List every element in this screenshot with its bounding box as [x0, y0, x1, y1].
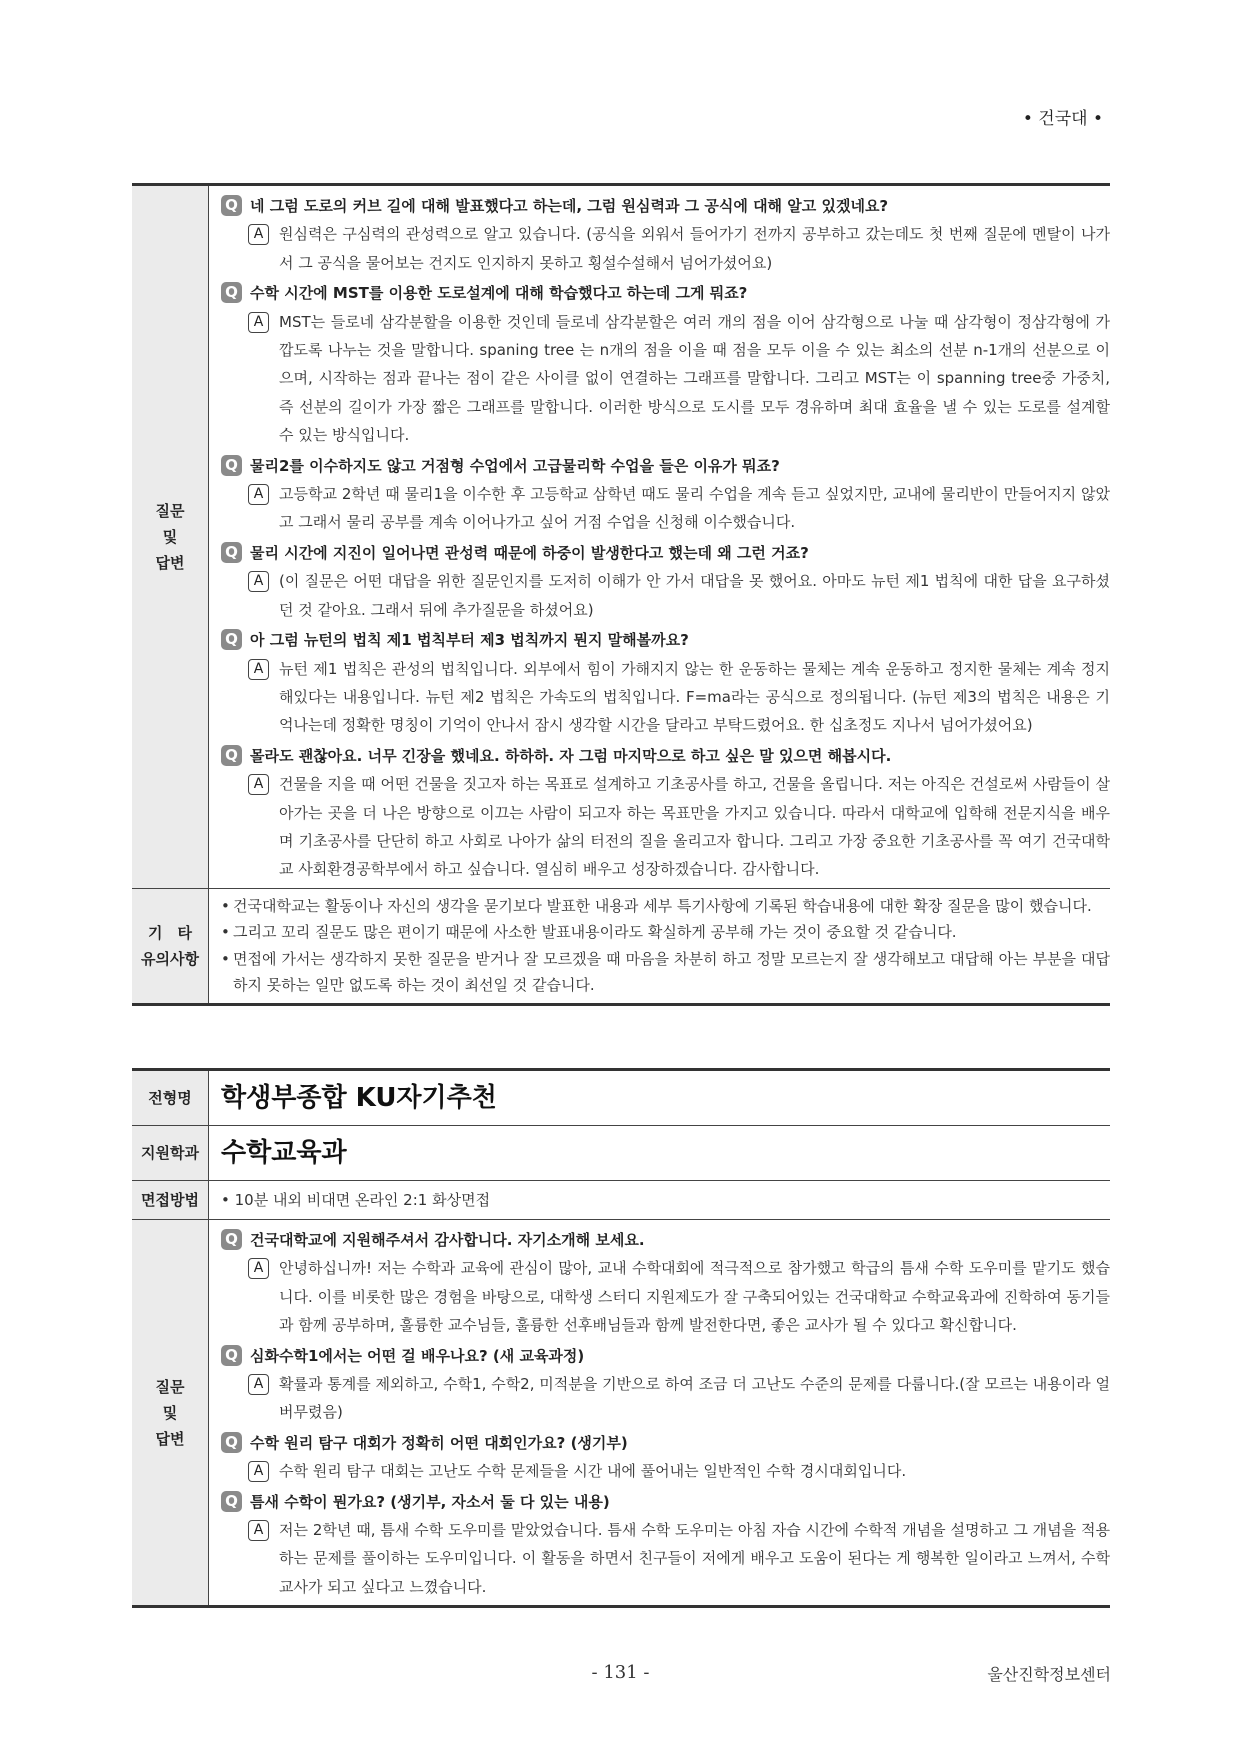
question-icon: Q — [221, 542, 242, 563]
question-item: Q 물리2를 이수하지도 않고 거점형 수업에서 고급물리학 수업을 들은 이유가 뭐죠? — [221, 452, 1110, 480]
university-header: • 건국대 • — [1022, 109, 1103, 129]
answer-item: A 고등학교 2학년 때 물리1을 이수한 후 고등학교 삼학년 때도 물리 수업을 계속 듣고 싶었지만, 교내에 물리반이 만들어지지 않았고 그래서 물리 공부를 계속 이어나가고 싶어 거점 수업을 신청해 이수했습니다. — [248, 480, 1110, 537]
answer-item: A (이 질문은 어떤 대답을 위한 질문인지를 도저히 이해가 안 가서 대답을 못 했어요. 아마도 뉴턴 제1 법칙에 대한 답을 요구하셨던 것 같아요. 그래서 뒤에 추가질문을 하셨어요) — [248, 567, 1110, 624]
qa-section-label: 질문 및 답변 — [132, 185, 209, 889]
admission-type: 학생부종합 KU자기추천 — [221, 1083, 497, 1113]
answer-icon: A — [248, 312, 269, 333]
question-icon: Q — [221, 1491, 242, 1512]
department: 수학교육과 — [209, 1126, 1111, 1181]
question-item: Q 아 그럼 뉴턴의 법칙 제1 법칙부터 제3 법칙까지 뭔지 말해볼까요? — [221, 626, 1110, 654]
dept-label: 지원학과 — [132, 1126, 209, 1181]
answer-item: A 뉴턴 제1 법칙은 관성의 법칙입니다. 외부에서 힘이 가해지지 않는 한 운동하는 물체는 계속 운동하고 정지한 물체는 계속 정지해있다는 내용입니다. 뉴턴 제2 법칙은 가속도의 법칙입니다. F=ma라는 공식으로 정의됩니다. (뉴턴 제3의 법칙은 내용은 기억나는데 정확한 명칭이 기억이 안나서 잠시 생각할 시간을 달라고 부탁드렸어요. 한 십초정도 지나서 넘어가셨어요) — [248, 655, 1110, 740]
question-icon: Q — [221, 195, 242, 216]
question-item: Q 심화수학1에서는 어떤 걸 배우나요? (새 교육과정) — [221, 1342, 1110, 1370]
qa-list — [209, 1220, 1111, 1607]
answer-icon: A — [248, 571, 269, 592]
etc-section-label: 기 타 유의사항 — [132, 888, 209, 1004]
question-icon: Q — [221, 629, 242, 650]
question-icon: Q — [221, 745, 242, 766]
note-item: • 면접에 가서는 생각하지 못한 질문을 받거나 잘 모르겠을 때 마음을 차분히 하고 정말 모르는지 잘 생각해보고 대답해 아는 부분을 대답하지 못하는 일만 없도록 하는 것이 최선일 것 같습니다. — [221, 949, 1110, 995]
answer-icon: A — [248, 774, 269, 795]
question-item: Q 틈새 수학이 뭔가요? (생기부, 자소서 둘 다 있는 내용) — [221, 1488, 1110, 1516]
question-item: Q 네 그럼 도로의 커브 길에 대해 발표했다고 하는데, 그럼 원심력과 그 공식에 대해 알고 있겠네요? — [221, 192, 1110, 220]
page-number: - 131 - — [591, 1662, 650, 1683]
answer-item: A 저는 2학년 때, 틈새 수학 도우미를 맡았었습니다. 틈새 수학 도우미는 아침 자습 시간에 수학적 개념을 설명하고 그 개념을 적용하는 문제를 풀이하는 도우미입니다. 이 활동을 하면서 친구들이 저에게 배우고 도움이 된다는 게 행복한 일이라고 느껴서, 수학 교사가 되고 싶다고 느꼈습니다. — [248, 1516, 1110, 1601]
question-item: Q 수학 시간에 MST를 이용한 도로설계에 대해 학습했다고 하는데 그게 뭐죠? — [221, 279, 1110, 307]
question-item: Q 몰라도 괜찮아요. 너무 긴장을 했네요. 하하하. 자 그럼 마지막으로 하고 싶은 말 있으면 해봅시다. — [221, 742, 1110, 770]
answer-item: A 확률과 통계를 제외하고, 수학1, 수학2, 미적분을 기반으로 하여 조금 더 고난도 수준의 문제를 다룹니다.(잘 모르는 내용이라 얼버무렸음) — [248, 1370, 1110, 1427]
note-item: • 그리고 꼬리 질문도 많은 편이기 때문에 사소한 발표내용이라도 확실하게 공부해 가는 것이 중요할 것 같습니다. — [221, 923, 957, 942]
question-icon: Q — [221, 1432, 242, 1453]
answer-item: A 건물을 지을 때 어떤 건물을 짓고자 하는 목표로 설계하고 기초공사를 하고, 건물을 올립니다. 저는 아직은 건설로써 사람들이 살아가는 곳을 더 나은 방향으로 이끄는 사람이 되고자 하는 목표만을 가지고 있습니다. 따라서 대학교에 입학해 전문지식을 배우며 기초공사를 단단히 하고 사회로 나아가 삶의 터전의 질을 올리고자 합니다. 그리고 가장 중요한 기초공사를 꼭 여기 건국대학교 사회환경공학부에서 하고 싶습니다. 열심히 배우고 성장하겠습니다. 감사합니다. — [248, 770, 1110, 884]
answer-item: A MST는 들로네 삼각분할을 이용한 것인데 들로네 삼각분할은 여러 개의 점을 이어 삼각형으로 나눌 때 삼각형이 정삼각형에 가깝도록 나누는 것을 말합니다. spaning tree 는 n개의 점을 이을 때 점을 모두 이을 수 있는 최소의 선분 n-1개의 선분으로 이으며, 시작하는 점과 끝나는 점이 같은 사이클 없이 연결하는 그래프를 말합니다. 그리고 MST는 이 spanning tree중 가중치, 즉 선분의 길이가 가장 짧은 그래프를 말합니다. 이러한 방식으로 도시를 모두 경유하며 최대 효율을 낼 수 있는 도로를 설계할 수 있는 방식입니다. — [248, 308, 1110, 450]
answer-item: A 원심력은 구심력의 관성력으로 알고 있습니다. (공식을 외워서 들어가기 전까지 공부하고 갔는데도 첫 번째 질문에 멘탈이 나가서 그 공식을 물어보는 건지도 인지하지 못하고 횡설수설해서 넘어가셨어요) — [248, 220, 1110, 277]
question-item: Q 수학 원리 탐구 대회가 정확히 어떤 대회인가요? (생기부) — [221, 1429, 1110, 1457]
answer-icon: A — [248, 1258, 269, 1279]
question-icon: Q — [221, 282, 242, 303]
answer-icon: A — [248, 659, 269, 680]
answer-icon: A — [248, 1520, 269, 1541]
footer-organization: 울산진학정보센터 — [987, 1665, 1111, 1684]
note-item: • 건국대학교는 활동이나 자신의 생각을 묻기보다 발표한 내용과 세부 특기사항에 기록된 학습내용에 대한 확장 질문을 많이 했습니다. — [221, 896, 1092, 915]
qa-section-label: 질문 및 답변 — [132, 1220, 209, 1607]
question-icon: Q — [221, 455, 242, 476]
question-item: Q 물리 시간에 지진이 일어나면 관성력 때문에 하중이 발생한다고 했는데 왜 그런 거죠? — [221, 539, 1110, 567]
interview-method: • 10분 내외 비대면 온라인 2:1 화상면접 — [209, 1181, 1111, 1220]
answer-icon: A — [248, 1461, 269, 1482]
answer-item: A 수학 원리 탐구 대회는 고난도 수학 문제들을 시간 내에 풀어내는 일반적인 수학 경시대회입니다. — [248, 1457, 1110, 1485]
answer-icon: A — [248, 224, 269, 245]
question-item: Q 건국대학교에 지원해주셔서 감사합니다. 자기소개해 보세요. — [221, 1226, 1110, 1254]
method-label: 면접방법 — [132, 1181, 209, 1220]
type-label: 전형명 — [132, 1070, 209, 1126]
interview-block-1 — [132, 183, 1110, 1006]
question-icon: Q — [221, 1345, 242, 1366]
answer-icon: A — [248, 1374, 269, 1395]
answer-icon: A — [248, 484, 269, 505]
interview-block-2 — [132, 1068, 1110, 1608]
answer-item: A 안녕하십니까! 저는 수학과 교육에 관심이 많아, 교내 수학대회에 적극적으로 참가했고 학급의 틈새 수학 도우미를 맡기도 했습니다. 이를 비롯한 많은 경험을 바탕으로, 대학생 스터디 지원제도가 잘 구축되어있는 건국대학교 수학교육과에 진학하여 동기들과 함께 공부하며, 훌륭한 교수님들, 훌륭한 선후배님들과 함께 발전한다면, 좋은 교사가 될 수 있다고 확신합니다. — [248, 1254, 1110, 1339]
etc-notes — [209, 888, 1111, 1004]
qa-list — [209, 185, 1111, 889]
question-icon: Q — [221, 1229, 242, 1250]
